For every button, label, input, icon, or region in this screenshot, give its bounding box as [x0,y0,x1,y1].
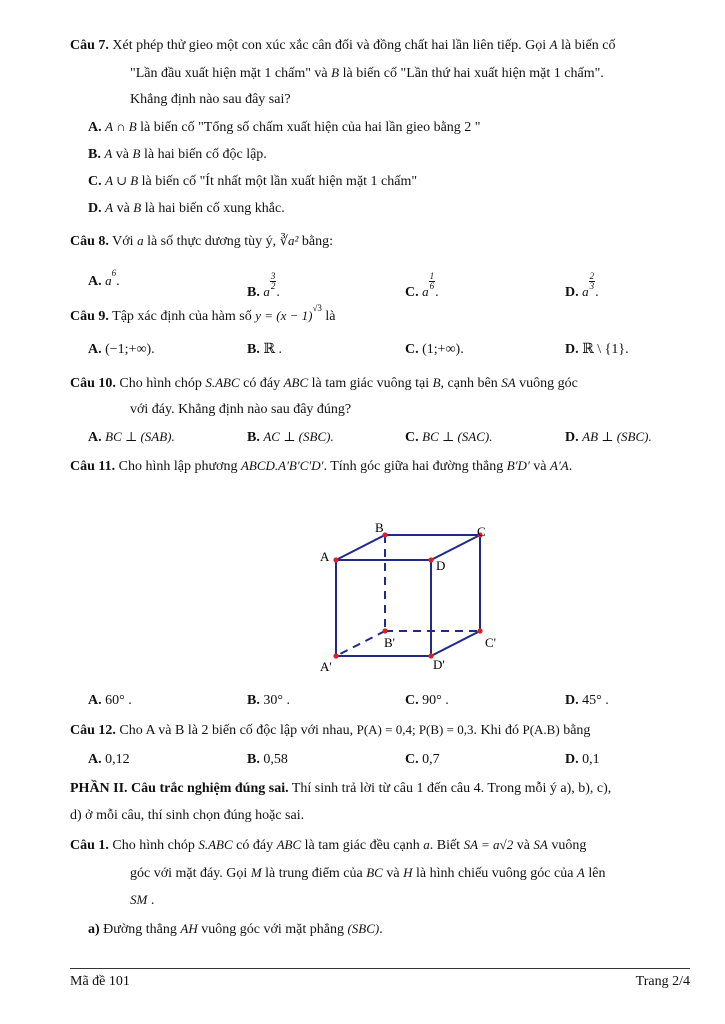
label-a: A [320,549,330,564]
cube-figure [310,515,510,680]
p2q1-line3: SM . [130,892,155,908]
q7-line1: Câu 7. Xét phép thử gieo một con xúc xắc cân đối và đồng chất hai lần liên tiếp. Gọi A là biến cố [70,37,616,53]
vertex-a1 [333,653,338,658]
q7-option-c[interactable]: C. A ∪ B là biến cố "Ít nhất một lần xuất hiện mặt 1 chấm" [88,173,418,189]
q9-option-b[interactable]: B. ℝ . [247,342,282,357]
q10-option-c[interactable]: C. BC ⊥ (SAC). [405,429,493,445]
q11-label: Câu 11. [70,459,116,474]
q11-option-d[interactable]: D. 45° . [565,693,609,708]
label-d: D [436,558,446,573]
q9-line: Câu 9. Tập xác định của hàm số $y = (x - 1)^{√3}$ là [70,303,336,324]
part2-line2: d) ở mỗi câu, thí sinh chọn đúng hoặc sai. [70,808,305,823]
q8-option-c[interactable]: C. a $\frac{1}{6}$ . [405,271,439,300]
q12-option-d[interactable]: D. 0,1 [565,752,600,767]
footer-exam-code: Mã đề 101 [70,974,130,989]
q12-label: Câu 12. [70,723,116,738]
q7-option-a[interactable]: A. A ∩ B là biến cố "Tổng số chấm xuất hiện của hai lần gieo bằng 2 " [88,119,481,135]
q8-option-d[interactable]: D. a $\frac{2}{3}$ . [565,271,599,300]
q7-option-b[interactable]: B. A và B là hai biến cố độc lập. [88,146,267,162]
edge-d1c1 [431,631,480,656]
q10-label: Câu 10. [70,376,116,391]
label-d1: D' [433,657,445,672]
q7-option-d[interactable]: D. A và B là hai biến cố xung khắc. [88,200,285,216]
q9-label: Câu 9. [70,309,109,324]
p2q1-statement-a[interactable]: a) Đường thẳng AH vuông góc với mặt phẳng (SBC). [88,921,383,937]
q11-line: Câu 11. Cho hình lập phương ABCD.A′B′C′D′. Tính góc giữa hai đường thẳng B′D′ và A′A. [70,458,573,474]
label-b: B [375,520,384,535]
q10-line2: với đáy. Khẳng định nào sau đây đúng? [130,402,352,417]
q7-line3: Khẳng định nào sau đây sai? [130,92,291,107]
label-a1: A' [320,659,332,674]
q7-line2: "Lần đầu xuất hiện mặt 1 chấm" và B là biến cố "Lần thứ hai xuất hiện mặt 1 chấm". [130,65,604,81]
part2-heading: PHẦN II. Câu trắc nghiệm đúng sai. Thí sinh trả lời từ câu 1 đến câu 4. Trong mỗi ý a), b), c), [70,781,612,796]
edge-ab [336,535,385,560]
q8-label: Câu 8. [70,234,109,249]
q12-option-c[interactable]: C. 0,7 [405,752,440,767]
q11-option-c[interactable]: C. 90° . [405,693,449,708]
edge-b1a1 [336,631,385,656]
q12-line: Câu 12. Cho A và B là 2 biến cố độc lập với nhau, P(A) = 0,4; P(B) = 0,3. Khi đó P(A.B) bằng [70,722,591,738]
q7-label: Câu 7. [70,38,109,53]
label-c: C [477,524,486,539]
vertex-c1 [477,628,482,633]
p2q1-label: Câu 1. [70,838,109,853]
vertex-b1 [382,628,387,633]
p2q1-line1: Câu 1. Cho hình chóp S.ABC có đáy ABC là tam giác đều cạnh a. Biết SA = a√2 và SA vuông [70,837,587,853]
q9-option-c[interactable]: C. (1;+∞). [405,342,464,357]
label-c1: C' [485,635,497,650]
q12-option-b[interactable]: B. 0,58 [247,752,288,767]
q8-line: Câu 8. Với a là số thực dương tùy ý, ∛a² bằng: [70,233,333,249]
q10-line1: Câu 10. Cho hình chóp S.ABC có đáy ABC là tam giác vuông tại B, cạnh bên SA vuông góc [70,375,578,391]
q11-option-b[interactable]: B. 30° . [247,693,290,708]
vertex-a [333,557,338,562]
q9-option-d[interactable]: D. ℝ \ {1}. [565,342,629,357]
label-b1: B' [384,635,396,650]
q10-option-a[interactable]: A. BC ⊥ (SAB). [88,429,175,445]
q10-option-d[interactable]: D. AB ⊥ (SBC). [565,429,652,445]
q8-option-b[interactable]: B. a $\frac{3}{2}$ . [247,271,280,300]
q12-option-a[interactable]: A. 0,12 [88,752,130,767]
q8-option-a[interactable]: A. $a^6$. [88,268,120,289]
part2-title: PHẦN II. Câu trắc nghiệm đúng sai. [70,781,289,796]
vertex-d [428,557,433,562]
q11-option-a[interactable]: A. 60° . [88,693,132,708]
q8-radical: ∛a² [279,233,299,248]
edge-cd [431,535,480,560]
p2q1-line2: góc với mặt đáy. Gọi M là trung điểm của BC và H là hình chiếu vuông góc của A lên [130,865,606,881]
footer-page-number: Trang 2/4 [635,974,690,989]
q9-option-a[interactable]: A. (−1;+∞). [88,342,155,357]
q10-option-b[interactable]: B. AC ⊥ (SBC). [247,429,334,445]
footer-divider [70,968,690,969]
